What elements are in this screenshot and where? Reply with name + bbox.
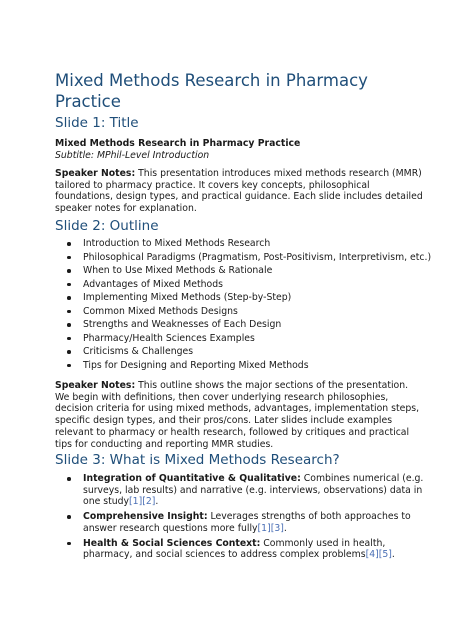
reference-link[interactable]: [1][2] (129, 496, 156, 508)
speaker-notes-text: This outline shows the major sections of the presentation. We begin with definitions, then cover underlying research philosophies, decision criteria for using mixed methods, advantages, implementation steps, specific design types, and their pros/cons. Later slides include examples relevant to pharmacy or health research, followed by critiques and practical tips for conducting and reporting MMR studies. (55, 380, 420, 450)
list-item (55, 292, 435, 304)
bullet-icon (67, 310, 71, 314)
outline-list (55, 238, 435, 373)
slide1-subtitle: Subtitle: MPhil-Level Introduction (55, 149, 210, 161)
reference-link[interactable]: [4][5] (365, 549, 392, 561)
item-end: . (155, 496, 159, 508)
bullet-icon (67, 477, 71, 481)
list-item (55, 306, 435, 318)
slide2-speaker-notes (55, 380, 425, 450)
item-text: Commonly used in health, pharmacy, and social sciences to address complex problems (83, 537, 386, 561)
reference-link[interactable]: [1][3] (257, 522, 284, 534)
slide1-title-line: Mixed Methods Research in Pharmacy Practice (55, 138, 301, 149)
item-text: Combines numerical (e.g. surveys, lab results) and narrative (e.g. interviews, observations) data in one study (83, 473, 424, 508)
list-item-text: Pharmacy/Health Sciences Examples (83, 332, 255, 344)
slide3-list (55, 473, 435, 564)
speaker-notes-label: Speaker Notes: (55, 168, 136, 179)
item-label: Health & Social Sciences Context: (83, 537, 261, 549)
list-item-text: Tips for Designing and Reporting Mixed Methods (83, 359, 309, 371)
list-item (55, 238, 435, 250)
slide1-speaker-notes (55, 168, 425, 215)
bullet-icon (67, 542, 71, 546)
list-item-text: Introduction to Mixed Methods Research (83, 238, 271, 249)
list-item (55, 252, 435, 264)
list-item-text: Philosophical Paradigms (Pragmatism, Post-Positivism, Interpretivism, etc.) (83, 251, 432, 263)
list-item (55, 360, 435, 372)
list-item-text: When to Use Mixed Methods & Rationale (83, 265, 273, 276)
list-item (55, 279, 435, 291)
bullet-icon (67, 269, 71, 273)
list-item-text: Strengths and Weaknesses of Each Design (83, 319, 282, 330)
document-title: Mixed Methods Research in Pharmacy Practice (55, 71, 368, 111)
list-item (55, 511, 435, 534)
slide3-heading: Slide 3: What is Mixed Methods Research? (55, 452, 340, 468)
list-item (55, 473, 435, 508)
bullet-icon (67, 515, 71, 519)
bullet-icon (67, 337, 71, 341)
item-end: . (283, 522, 287, 534)
bullet-icon (67, 296, 71, 300)
slide1-heading: Slide 1: Title (55, 115, 139, 131)
item-end: . (391, 549, 395, 561)
list-item-text: Criticisms & Challenges (83, 346, 194, 357)
speaker-notes-label: Speaker Notes: (55, 380, 136, 391)
bullet-icon (67, 350, 71, 354)
list-item (55, 346, 435, 358)
list-item (55, 265, 435, 277)
list-item-text: Advantages of Mixed Methods (83, 278, 223, 290)
bullet-icon (67, 283, 71, 287)
slide2-heading: Slide 2: Outline (55, 218, 159, 234)
item-label: Integration of Quantitative & Qualitative: (83, 473, 301, 484)
list-item (55, 333, 435, 345)
bullet-icon (67, 256, 71, 260)
speaker-notes-text: This presentation introduces mixed methods research (MMR) tailored to pharmacy practice. It covers key concepts, philosophical foundations, design types, and practical guidance. Each slide includes detailed speaker notes for explanation. (55, 168, 423, 215)
item-text: Leverages strengths of both approaches to answer research questions more fully (83, 511, 411, 534)
bullet-icon (67, 323, 71, 327)
bullet-icon (67, 242, 71, 246)
list-item (55, 538, 435, 561)
list-item-text: Common Mixed Methods Designs (83, 305, 238, 317)
list-item-text: Implementing Mixed Methods (Step-by-Step) (83, 292, 292, 303)
list-item (55, 319, 435, 331)
item-label: Comprehensive Insight: (83, 511, 208, 523)
bullet-icon (67, 364, 71, 368)
